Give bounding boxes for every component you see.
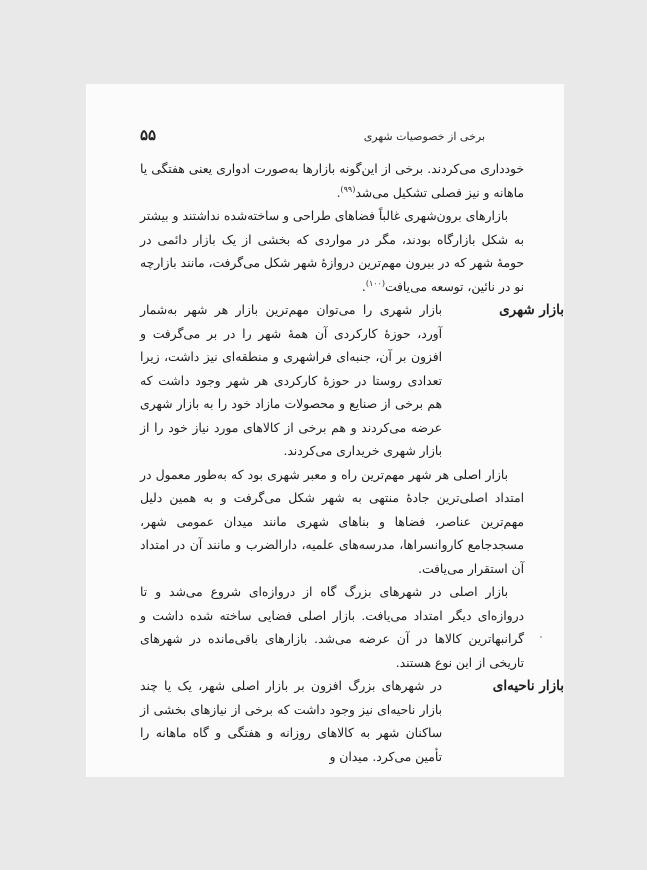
body-text [140, 158, 564, 769]
paragraph: بازار اصلی در شهرهای بزرگ گاه از دروازه‌ای شروع می‌شد و تا دروازه‌ای دیگر امتداد می‌یافت. بازار اصلی فضایی ساخته شده داشت و گرانبهاترین کالاها در آن عرضه می‌شد. بازارهای باقی‌مانده در شهرهای تاریخی از این نوع هستند. [140, 585, 524, 670]
page-number: ۵۵ [140, 126, 157, 144]
section-heading: بازار ناحیه‌ای [492, 678, 564, 694]
margin-mark [540, 636, 542, 638]
page-header [140, 128, 485, 150]
paragraph: خودداری می‌کردند. برخی از این‌گونه بازارها به‌صورت ادواری یعنی هفتگی یا ماهانه و نیز فصلی تشکیل می‌شد$^{(۹۹)}$. [140, 162, 524, 200]
paragraph: بازار شهری را می‌توان مهم‌ترین بازار هر شهر به‌شمار آورد، حوزهٔ کارکردی آن همهٔ شهر را در بر می‌گرفت و افزون بر آن، جنبه‌ای فراشهری و منطقه‌ای نیز داشت، زیرا تعدادی روستا در حوزهٔ کارکردی هر شهر وجود داشت که هم برخی از صنایع و محصولات مازاد خود را به بازار شهری عرضه می‌کردند و هم برخی از کالاهای مورد نیاز خود را از بازار شهری خریداری می‌کردند. [140, 303, 442, 458]
footnote-ref: (۱۰۰) [365, 278, 385, 288]
section-heading: بازار شهری [499, 302, 564, 318]
section-bazaar-nahiyei [140, 675, 564, 769]
paragraph: در شهرهای بزرگ افزون بر بازار اصلی شهر، یک یا چند بازار ناحیه‌ای نیز وجود داشت که برخی از نیازهای بخشی از ساکنان شهر به کالاهای روزانه و هفتگی و گاه ماهانه را تأمین می‌کرد. میدان و [140, 679, 442, 764]
paragraph: بازارهای برون‌شهری غالباً فضاهای طراحی و ساخته‌شده نداشتند و بیشتر به شکل بازارگاه بودند، مگر در مواردی که بخشی از یک بازار دائمی در حومهٔ شهر که در بیرون مهم‌ترین دروازهٔ شهر شکل می‌گرفت، مانند بازارچه نو در نائین، توسعه می‌یافت$^{(۱۰۰)}$. [140, 209, 524, 294]
footnote-ref: (۹۹) [340, 184, 356, 194]
running-head: برخی از خصوصیات شهری [363, 130, 485, 143]
section-bazaar-shahri [140, 299, 564, 675]
paragraph: بازار اصلی هر شهر مهم‌ترین راه و معبر شهری بود که به‌طور معمول در امتداد اصلی‌ترین جادهٔ منتهی به شهر شکل می‌گرفت و به همین دلیل مهم‌ترین عناصر، فضاها و بناهای شهری مانند میدان عمومی شهر، مسجدجامع کاروانسراها، مدرسه‌های علمیه، دارالضرب و مانند آن در امتداد آن استقرار می‌یافت. [140, 467, 524, 576]
